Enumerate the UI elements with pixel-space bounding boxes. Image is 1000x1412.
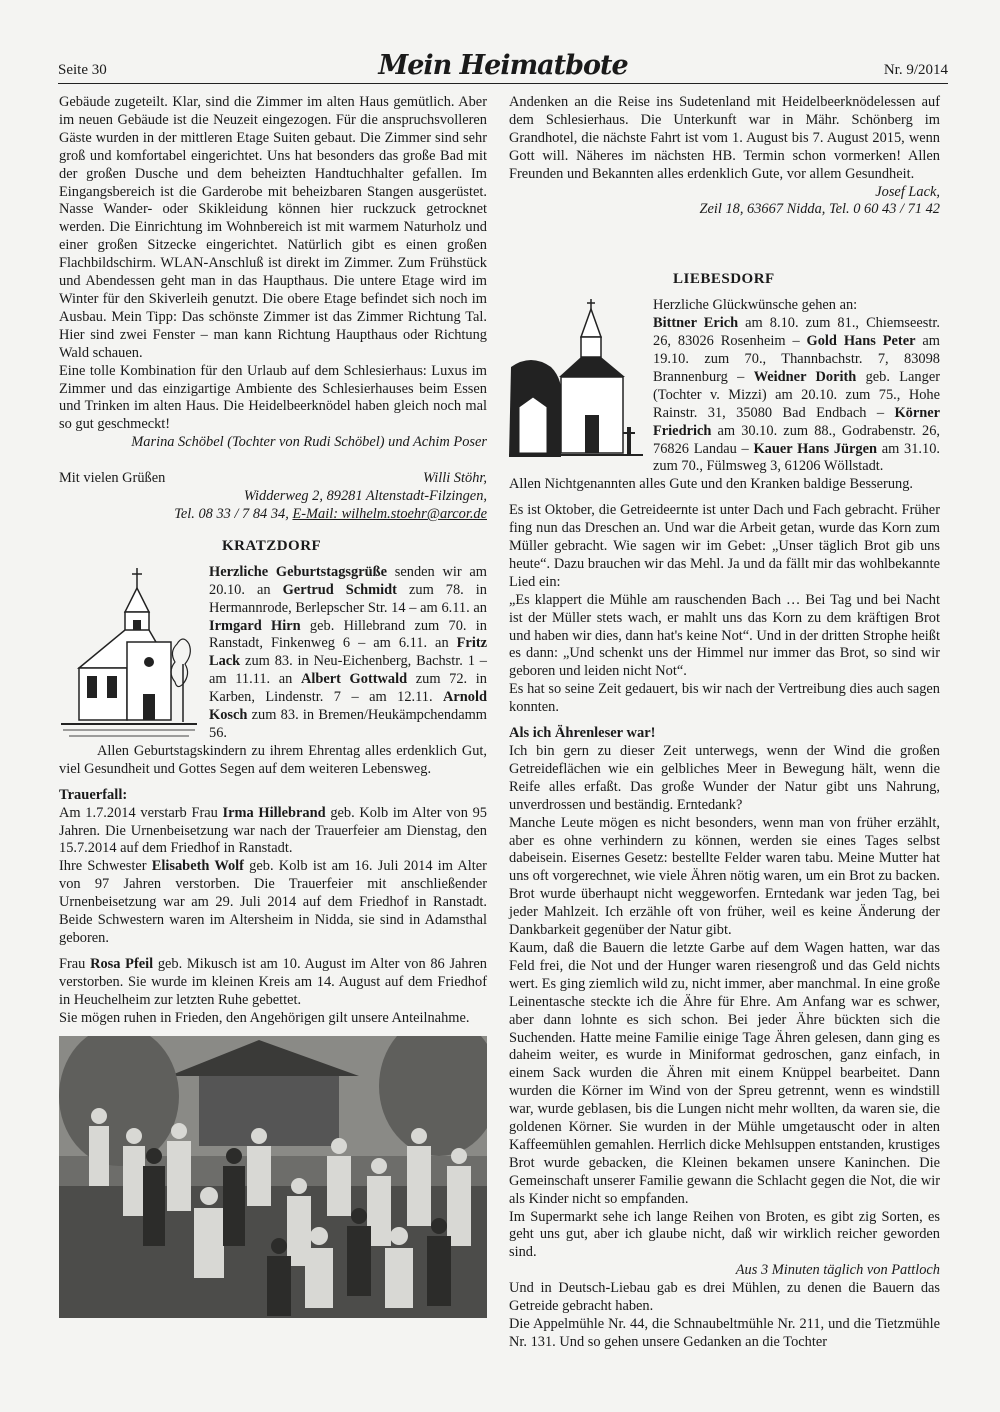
song-quote: „Es klappert die Mühle am rauschenden Bach … Bei Tag und bei Nacht ist der Müller stets wach, er mahlt uns das Korn zu dem kräftigen Brot und haben wir dies, dann hat's keine Not“. Und in der dritten Strophe heißt es dann: „Und schenkt uns der Himmel nur immer das Brot, so sind wir geboren und leiden nicht Not“. (509, 591, 940, 680)
article-paragraph: Eine tolle Kombination für den Urlaub auf dem Schlesierhaus: Luxus im Zimmer und das einzigartige Ambiente des Schlesierhauses beim Essen und Trinken im alten Haus. Die Heidelbeerknödel haben gleich noch mal so gut geschmeckt! (59, 362, 487, 433)
article-paragraph: Kaum, daß die Bauern die letzte Garbe auf dem Wagen hatten, war das Feld frei, die Not und der Hunger waren riesengroß und das Geld nichts wert. Es ging ziemlich wild zu, nicht immer, aber manchmal. In eine große Leinentasche steckte ich die Ähre für Ehre. Am Anfang war es schwer, aber dann lohnte es sich schon. Bei jeder Ähre bückten sich die Suchenden. Hatte meine Familie einige Tage Ähren gelesen, dann ging es daheim weiter, es wurde in Miniformat gedroschen, ganz einfach, in einem Sack wurden die Ähren mit einem Knüppel bearbeitet. Dann wurden die Körner im Wind von der Spreu getrennt, wenn es windstill war, wurde geblasen, bis die Lungen nicht mehr wollten, da waren sie, die goldenen Körner. Sie wurden in der Mühle umgetauscht oder in alten Kaffeemühlen gemahlen. Herrlich dicke Mehlsuppen entstanden, krustiges Brot wurde gebacken, die Kleinen bekamen unsere Kaninchen. Die Gemeinschaft unserer Familie gewann die Schlacht gegen die Not, die wir als Kinder nicht so empfanden. (509, 939, 941, 1207)
page-number: Seite 30 (58, 62, 107, 78)
masthead-logo: Mein Heimatbote (378, 50, 628, 81)
section-heading-aehrenleser: Als ich Ährenleser war! (509, 725, 656, 742)
article-source: Aus 3 Minuten täglich von Pattloch (735, 1262, 940, 1279)
church-illustration (509, 297, 643, 467)
article-paragraph: Es ist Oktober, die Getreideernte ist unter Dach und Fach gebracht. Früher fing nun das Dreschen an. Und war die Arbeit getan, wurde das Korn zum Müller gebracht. Wie sagen wir im Gebet: „Unser täglich Brot gib uns heute“. Dazu brauchen wir das Mehl. Ja und da fällt mir das wohlbekannte Lied ein: (509, 502, 940, 590)
article-paragraph: Ich bin gern zu dieser Zeit unterwegs, wenn der Wind die großen Getreideflächen wie ein gelbliches Meer in Bewegung hält, wenn die Reife alles erfaßt. Das große Wunder der Natur gibt uns Nahrung, unverdrossen und beständig. Erntedank? (509, 743, 940, 813)
article-paragraph: Manche Leute mögen es nicht besonders, wenn man von früher erzählt, aber es ohne verhindern zu können, werden sie eines Tages selbst dabeisein. Eisernes Gesetz: bestellte Felder waren tabu. Meine Mutter hat uns oft vorgerechnet, wie viele Ähren nötig waren, um ein Brot zu backen. Brot wurde überhaupt nicht weggeworfen. Erntedank war jeden Tag, bei jeder Mahlzeit. Ich erzähle oft von früher, weil es keine Änderung der Dankbarkeit gegenüber der Natur gibt. (509, 814, 940, 939)
left-column (59, 94, 487, 1318)
liebesdorf-intro: Herzliche Glückwünsche gehen an: (653, 297, 858, 314)
issue-number: Nr. 9/2014 (883, 62, 948, 78)
article-paragraph: Es hat so seine Zeit gedauert, bis wir nach der Vertreibung dies auch sagen konnten. (509, 681, 940, 716)
page-header (58, 50, 948, 84)
article-author: Marina Schöbel (Tochter von Rudi Schöbel) und Achim Poser (131, 434, 487, 451)
chapel-icon (59, 564, 199, 740)
article-paragraph: Die Appelmühle Nr. 44, die Schnaubeltmühle Nr. 211, und die Tietzmühle Nr. 131. Und so gehen unsere Gedanken an die Tochter (509, 1316, 940, 1350)
greeting-text: Mit vielen Grüßen (59, 470, 166, 487)
chapel-icon (509, 297, 643, 467)
birthday-closing: Allen Geburtstagskindern zu ihrem Ehrentag alles erdenklich Gut, viel Gesundheit und Gottes Segen auf dem weiteren Lebensweg. (59, 742, 487, 777)
email-link[interactable]: E-Mail: wilhelm.stoehr@arcor.de (292, 506, 487, 523)
author-contact (59, 506, 487, 524)
church-illustration (59, 564, 199, 740)
birthday-greetings-liebesdorf: Bittner Erich am 8.10. zum 81., Chiemseestr. 26, 83026 Rosenheim – Gold Hans Peter am 19.10. zum 70., Thannbachstr. 7, 83098 Brannenburg – Weidner Dorith geb. Langer (Tochter v. Mizzi) am 20.10. zum 75., Hohe Rainstr. 31, 35080 Bad Endbach – Körner Friedrich am 30.10. zum 88., Godrabenstr. 26, 76826 Landau – Kauer Hans Jürgen am 31.10. zum 70., Fülmsweg 3, 61206 Wöllstadt. (653, 315, 941, 475)
group-photo (59, 1036, 487, 1318)
article-paragraph: Andenken an die Reise ins Sudetenland mit Heidelbeerknödelessen auf dem Schlesierhaus. Die Unterkunft war in Mähr. Schönberg im Grandhotel, die nächste Fahrt ist vom 1. August bis 7. August 2015, wenn Gott will. Näheres im nächsten HB. Termin schon vormerken! Allen Freunden und Bekannten alles erdenklich Gute, vor allem Gesundheit. (509, 94, 940, 182)
author-name: Willi Stöhr, (423, 470, 487, 487)
author-address: Widderweg 2, 89281 Altenstadt-Filzingen, (243, 488, 487, 505)
article-paragraph: Und in Deutsch-Liebau gab es drei Mühlen, zu denen die Bauern das Getreide gebracht haben. (509, 1280, 940, 1315)
obituary-paragraph: Frau Rosa Pfeil geb. Mikusch ist am 10. August im Alter von 86 Jahren verstorben. Sie wurde im kleinen Kreis am 14. August auf dem Friedhof in Heuchelheim zur letzten Ruhe gebettet. (59, 955, 488, 1008)
section-heading-liebesdorf: LIEBESDORF (673, 271, 775, 288)
group-photo-image (59, 1036, 487, 1318)
birthday-greetings-kratzdorf: Herzliche Geburtstagsgrüße senden wir am 20.10. an Gertrud Schmidt zum 78. in Hermannrode, Berlepscher Str. 14 – am 6.11. an Irmgard Hirn geb. Hillebrand zum 70. in Ranstadt, Finkenweg 6 – am 6.11. an Fritz Lack zum 83. in Neu-Eichenberg, Bachstr. 1 – am 11.11. an Albert Gottwald zum 72. in Karben, Lindenstr. 7 – am 12.11. Arnold Kosch zum 83. in Bremen/Heukämpchendamm 56. (209, 563, 487, 741)
article-paragraph: Gebäude zugeteilt. Klar, sind die Zimmer im alten Haus gemütlich. Aber im neuen Gebäude ist die Neuzeit eingezogen. Für die anspruchsvolleren Gäste wurden in der mittleren Etage Suiten gebaut. Die Zimmer sind sehr groß und komfortabel eingerichtet. Uns hat besonders das große Bad mit der großen Dusche und dem beheizten Handtuchhalter gefallen. Im Eingangsbereich ist die Garderobe mit beheizbaren Stangen ausgerüstet. Nasse Wander- oder Skikleidung können hier ruckzuck getrocknet werden. Die Einrichtung im Wohnbereich ist mit warmem Naturholz und einer großen Sitzecke eingerichtet. Natürlich gibt es einen großen Flachbildschirm. WLAN-Anschluß ist direkt im Zimmer. Zum Frühstück und Abendessen geht man in das Haupthaus. Die untere Etage wird im Winter für den Skiverleih genutzt. Die obere Etage befindet sich noch im Ausbau. Mein Tipp: Das schönste Zimmer ist das Zimmer Richtung Tal. Hier sind zwei Fenster – man kann Richtung Haupthaus oder Richtung Wald schauen. (59, 94, 487, 361)
liebesdorf-closing: Allen Nichtgenannten alles Gute und den Kranken baldige Besserung. (509, 476, 914, 493)
author-phone: Tel. 08 33 / 7 84 34, (174, 506, 289, 523)
obituary-closing: Sie mögen ruhen in Frieden, den Angehörigen gilt unsere Anteilnahme. (59, 1009, 470, 1026)
obituary-paragraph: Ihre Schwester Elisabeth Wolf geb. Kolb ist am 16. Juli 2014 im Alter von 97 Jahren verstorben. Die Trauerfeier mit anschließender Urnenbeisetzung war am 29. Juli 2014 auf dem Friedhof in Ranstadt. Beide Schwestern waren im Altersheim in Nidda, sie sind in Adamsthal geboren. (59, 858, 487, 946)
article-author: Josef Lack, (875, 183, 940, 200)
author-address: Zeil 18, 63667 Nidda, Tel. 0 60 43 / 71 42 (699, 201, 940, 218)
section-heading-trauerfall: Trauerfall: (59, 786, 128, 803)
obituary-paragraph: Am 1.7.2014 verstarb Frau Irma Hillebrand geb. Kolb im Alter von 95 Jahren. Die Urnenbeisetzung war nach der Trauerfeier am Dienstag, den 15.7.2014 auf dem Friedhof in Ranstadt. (59, 804, 488, 857)
right-column (509, 94, 940, 1352)
section-heading-kratzdorf: KRATZDORF (222, 537, 322, 554)
article-paragraph: Im Supermarkt sehe ich lange Reihen von Broten, es gibt zig Sorten, es geht uns gut, aber ich glaube nicht, daß wir wirklich reicher geworden sind. (509, 1208, 940, 1261)
